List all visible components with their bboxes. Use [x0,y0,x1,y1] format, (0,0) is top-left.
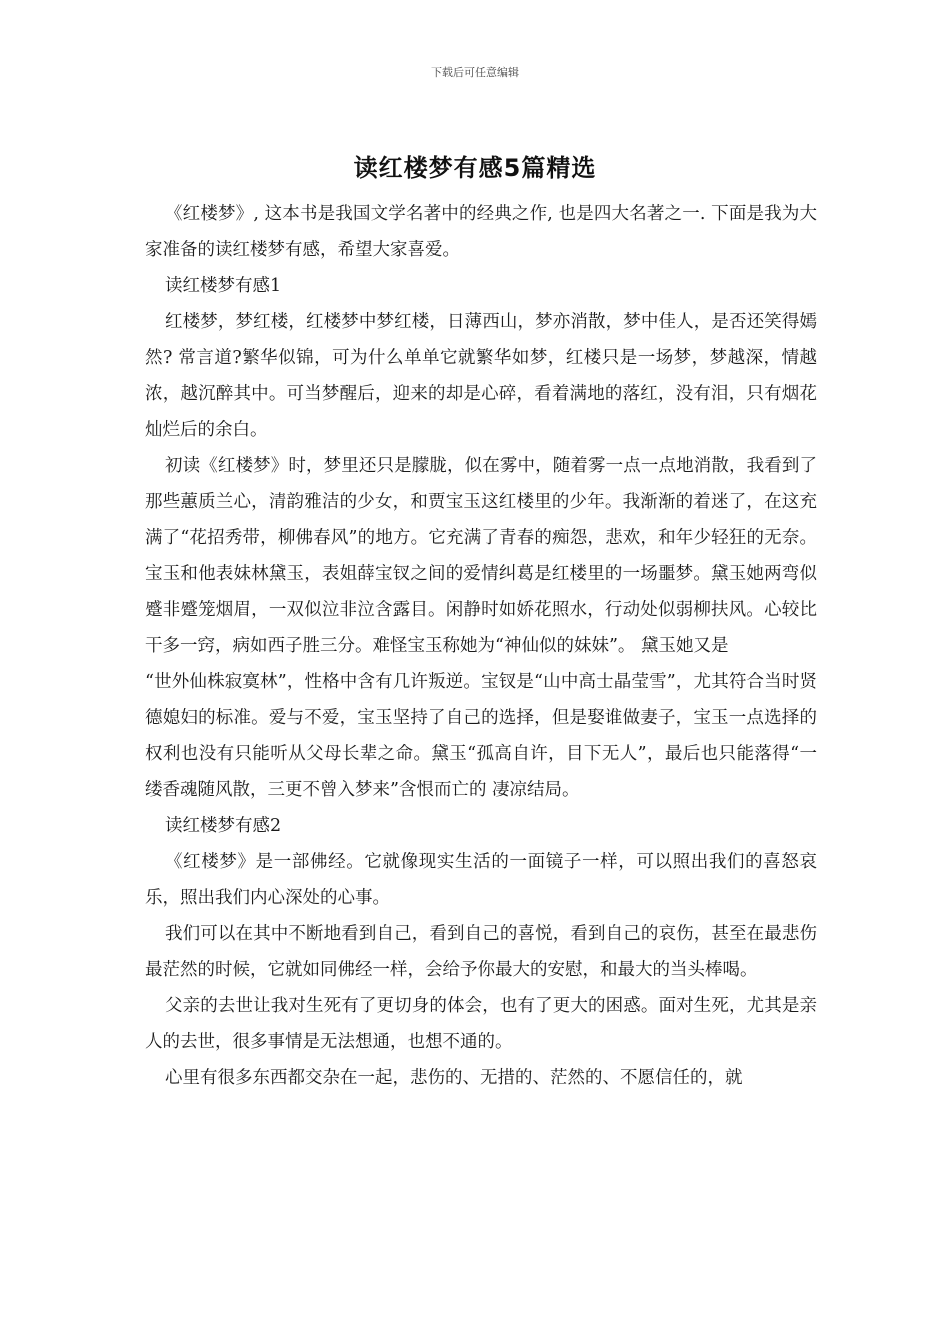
paragraph: 心里有很多东西都交杂在一起，悲伤的、无措的、茫然的、不愿信任的，就 [165,1068,743,1088]
page-title: 读红楼梦有感5篇精选 [353,154,597,182]
paragraph: “世外仙株寂寞林”，性格中含有几许叛逆。宝钗是“山中高士晶莹雪”，尤其符合当时贤德媳妇的标准。爱与不爱，宝玉坚持了自己的选择，但是娶谁做妻子，宝玉一点选择的权利也没有只能听从父母长辈之命。黛玉“孤高自许，目下无人”，最后也只能落得“一缕香魂随风散，三更不曾入梦来”含恨而亡的 凄凉结局。 [145,672,817,800]
page-header: 下载后可任意编辑 [431,66,519,79]
document-body [145,196,817,1096]
section-heading-1: 读红楼梦有感1 [165,276,282,296]
paragraph: 红楼梦，梦红楼，红楼梦中梦红楼，日薄西山，梦亦消散，梦中佳人，是否还笑得嫣然? 常言道?繁华似锦，可为什么单单它就繁华如梦，红楼只是一场梦，梦越深，情越浓，越沉醉其中。可当梦醒后，迎来的却是心碎，看着满地的落红，没有泪，只有烟花灿烂后的余白。 [145,312,817,440]
paragraph: 父亲的去世让我对生死有了更切身的体会，也有了更大的困惑。面对生死，尤其是亲人的去世，很多事情是无法想通，也想不通的。 [145,996,817,1052]
paragraph: 我们可以在其中不断地看到自己，看到自己的喜悦，看到自己的哀伤，甚至在最悲伤最茫然的时候，它就如同佛经一样，会给予你最大的安慰，和最大的当头棒喝。 [145,924,817,980]
section-heading-2: 读红楼梦有感2 [165,816,282,836]
paragraph-intro: 《红楼梦》, 这本书是我国文学名著中的经典之作, 也是四大名著之一. 下面是我为大家准备的读红楼梦有感，希望大家喜爱。 [145,204,817,260]
paragraph: 《红楼梦》是一部佛经。它就像现实生活的一面镜子一样，可以照出我们的喜怒哀乐，照出我们内心深处的心事。 [145,852,817,908]
paragraph: 初读《红楼梦》时，梦里还只是朦胧，似在雾中，随着雾一点一点地消散，我看到了那些蕙质兰心，清韵雅洁的少女，和贾宝玉这红楼里的少年。我渐渐的着迷了，在这充满了“花招秀带，柳佛春风”的地方。它充满了青春的痴怨，悲欢，和年少轻狂的无奈。 宝玉和他表妹林黛玉，表姐薛宝钗之间的爱情纠葛是红楼里的一场噩梦。黛玉她两弯似蹙非蹙笼烟眉，一双似泣非泣含露目。闲静时如娇花照水，行动处似弱柳扶风。心较比干多一窍，病如西子胜三分。难怪宝玉称她为“神仙似的妹妹”。 黛玉她又是 [145,456,817,656]
